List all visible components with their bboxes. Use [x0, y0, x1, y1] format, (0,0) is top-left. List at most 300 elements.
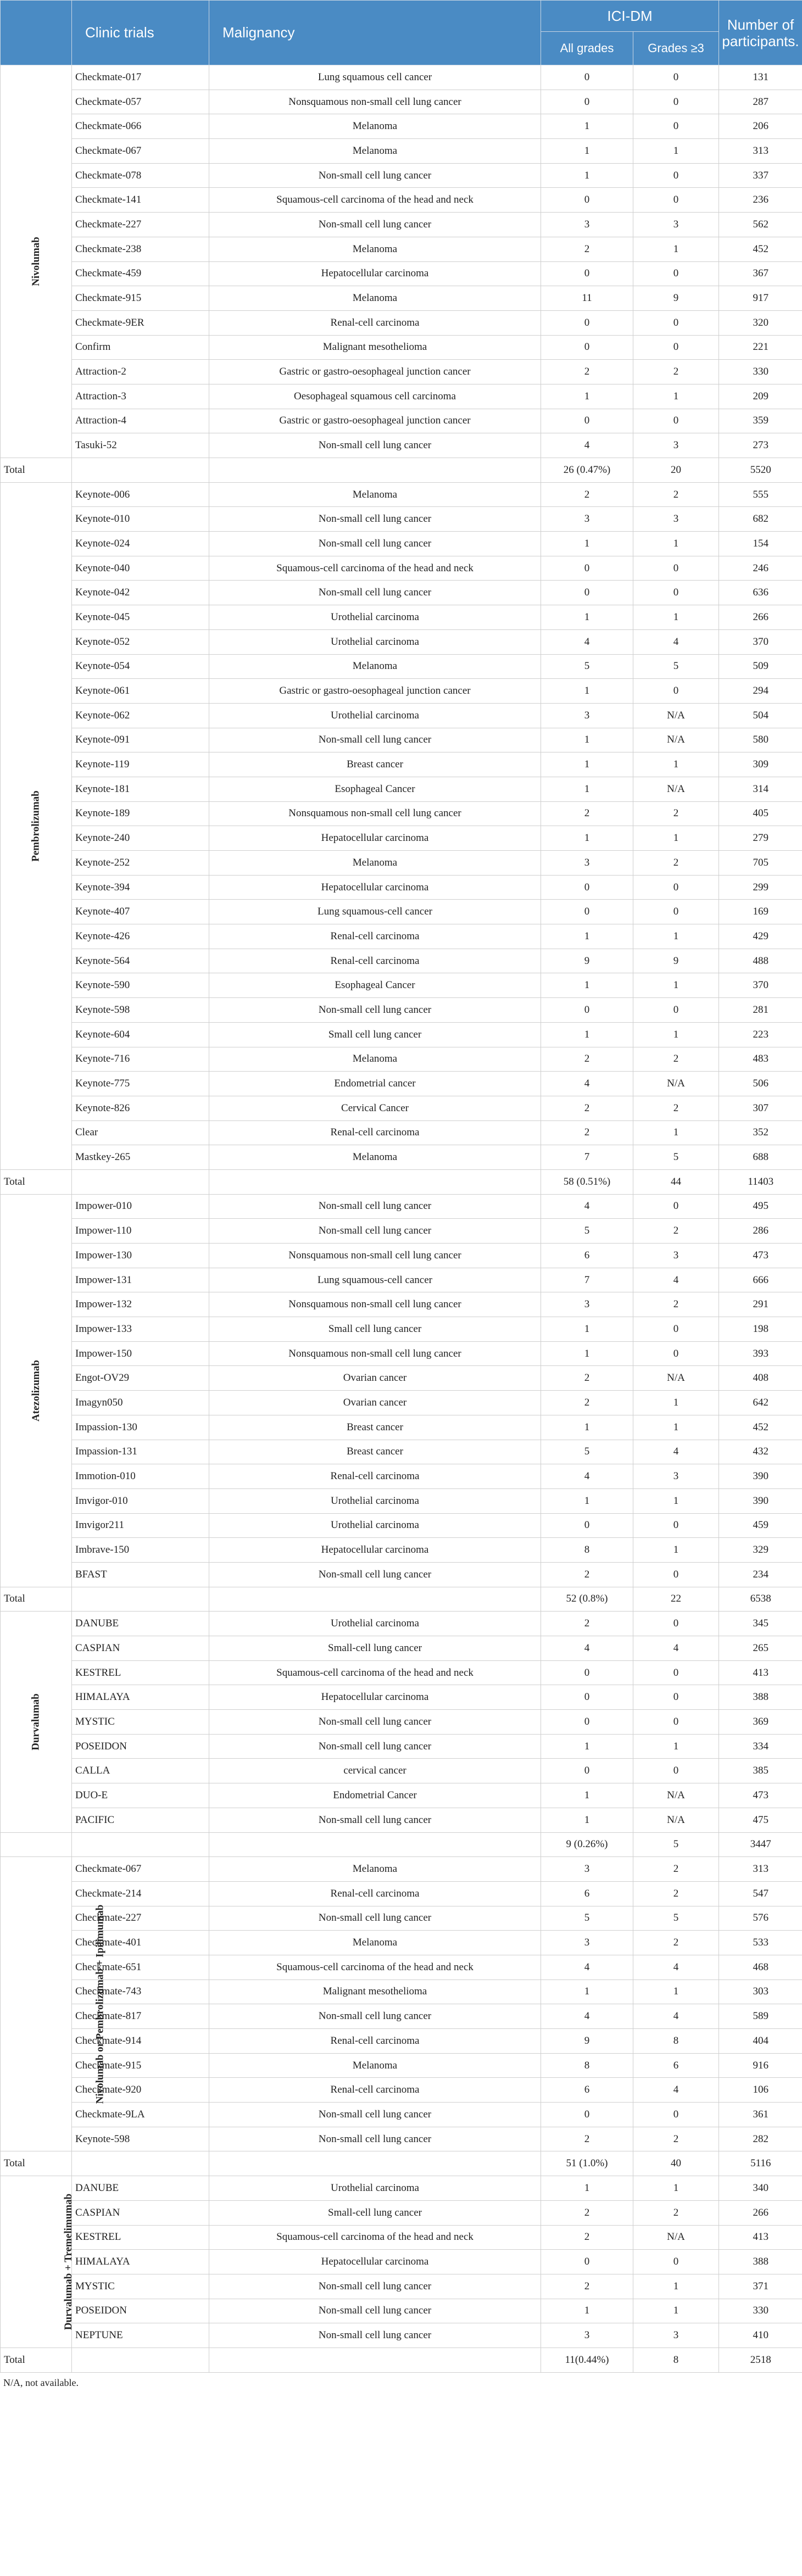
all-grades-cell: 3 — [541, 2323, 633, 2348]
malignancy-cell: Melanoma — [209, 1047, 541, 1072]
participants-cell: 547 — [719, 1881, 802, 1906]
total-grades-ge3: 22 — [633, 1587, 719, 1612]
table-row — [1, 2225, 802, 2250]
trial-name: KESTREL — [72, 2225, 209, 2250]
malignancy-cell: Hepatocellular carcinoma — [209, 875, 541, 900]
grades-ge3-cell: 0 — [633, 1513, 719, 1538]
table-row — [1, 286, 802, 311]
all-grades-cell: 1 — [541, 1980, 633, 2004]
trial-name: BFAST — [72, 1562, 209, 1587]
grades-ge3-cell: 0 — [633, 1612, 719, 1636]
ici-dm-header: ICI-DM — [541, 1, 719, 32]
malignancy-cell: Small-cell lung cancer — [209, 1636, 541, 1661]
trial-name: Checkmate-227 — [72, 213, 209, 237]
all-grades-cell: 0 — [541, 1710, 633, 1735]
all-grades-cell: 2 — [541, 237, 633, 261]
trial-name: Keynote-042 — [72, 581, 209, 605]
grades-ge3-cell: 0 — [633, 1317, 719, 1342]
participants-cell: 286 — [719, 1219, 802, 1244]
participants-cell: 299 — [719, 875, 802, 900]
trial-name: Keynote-826 — [72, 1096, 209, 1120]
all-grades-cell: 1 — [541, 2176, 633, 2201]
drug-column-header — [1, 1, 72, 65]
grades-ge3-cell: 4 — [633, 1268, 719, 1292]
participants-cell: 555 — [719, 482, 802, 507]
all-grades-cell: 1 — [541, 924, 633, 949]
malignancy-cell: Ovarian cancer — [209, 1391, 541, 1415]
all-grades-cell: 1 — [541, 1488, 633, 1513]
trial-name: Keynote-590 — [72, 973, 209, 998]
total-grades-ge3: 20 — [633, 458, 719, 483]
participants-cell: 361 — [719, 2103, 802, 2127]
participants-cell: 234 — [719, 1562, 802, 1587]
participants-cell: 705 — [719, 851, 802, 876]
drug-name: Atezolizumab — [30, 1359, 42, 1421]
table-row — [1, 1660, 802, 1685]
trial-name: PACIFIC — [72, 1808, 209, 1832]
all-grades-cell: 3 — [541, 851, 633, 876]
participants-cell: 206 — [719, 114, 802, 139]
malignancy-cell: Non-small cell lung cancer — [209, 1808, 541, 1832]
grades-ge3-cell: 1 — [633, 1391, 719, 1415]
table-row — [1, 1341, 802, 1366]
footnote: N/A, not available. — [3, 2377, 79, 2388]
participants-cell: 410 — [719, 2323, 802, 2348]
grades-ge3-cell: 1 — [633, 2274, 719, 2299]
all-grades-cell: 4 — [541, 433, 633, 458]
grades-ge3-cell: 3 — [633, 507, 719, 532]
all-grades-cell: 8 — [541, 1538, 633, 1563]
all-grades-cell: 3 — [541, 507, 633, 532]
trial-name: Checkmate-238 — [72, 237, 209, 261]
malignancy-cell: Melanoma — [209, 654, 541, 679]
all-grades-cell: 2 — [541, 1120, 633, 1145]
drug-group-cell — [1, 65, 72, 458]
all-grades-cell: 0 — [541, 1685, 633, 1710]
participants-cell: 390 — [719, 1488, 802, 1513]
trial-name: Keynote-062 — [72, 703, 209, 728]
grades-ge3-cell: 2 — [633, 2200, 719, 2225]
trial-name: Keynote-775 — [72, 1072, 209, 1096]
malignancy-cell: Breast cancer — [209, 752, 541, 777]
all-grades-cell: 4 — [541, 629, 633, 654]
grades-ge3-cell: 2 — [633, 1857, 719, 1882]
malignancy-cell: Melanoma — [209, 482, 541, 507]
malignancy-cell: Hepatocellular carcinoma — [209, 826, 541, 851]
total-empty-trial — [72, 458, 209, 483]
trial-name: DANUBE — [72, 2176, 209, 2201]
table-row — [1, 1488, 802, 1513]
all-grades-cell: 1 — [541, 605, 633, 630]
all-grades-cell: 5 — [541, 1440, 633, 1464]
participants-cell: 154 — [719, 532, 802, 556]
trial-name: Clear — [72, 1120, 209, 1145]
table-row — [1, 507, 802, 532]
table-row — [1, 581, 802, 605]
total-empty-malignancy — [209, 2151, 541, 2176]
trial-name: Impower-130 — [72, 1244, 209, 1268]
table-row — [1, 851, 802, 876]
malignancy-cell: Non-small cell lung cancer — [209, 1734, 541, 1759]
table-row — [1, 2200, 802, 2225]
all-grades-cell: 11 — [541, 286, 633, 311]
table-row — [1, 1783, 802, 1808]
grades-ge3-cell: 0 — [633, 114, 719, 139]
participants-cell: 682 — [719, 507, 802, 532]
grades-ge3-cell: 1 — [633, 1120, 719, 1145]
participants-cell: 576 — [719, 1906, 802, 1931]
table-row — [1, 1612, 802, 1636]
all-grades-cell: 2 — [541, 1366, 633, 1391]
participants-cell: 495 — [719, 1194, 802, 1219]
grades-ge3-cell: N/A — [633, 728, 719, 752]
grades-ge3-cell: 3 — [633, 433, 719, 458]
participants-cell: 337 — [719, 163, 802, 188]
all-grades-cell: 1 — [541, 139, 633, 164]
malignancy-cell: Esophageal Cancer — [209, 777, 541, 801]
trial-name: Impower-132 — [72, 1292, 209, 1317]
malignancy-cell: Malignant mesothelioma — [209, 1980, 541, 2004]
malignancy-cell: Non-small cell lung cancer — [209, 213, 541, 237]
trial-name: DANUBE — [72, 1612, 209, 1636]
participants-cell: 307 — [719, 1096, 802, 1120]
participants-cell: 413 — [719, 2225, 802, 2250]
participants-cell: 393 — [719, 1341, 802, 1366]
grades-ge3-cell: 5 — [633, 654, 719, 679]
total-participants: 11403 — [719, 1169, 802, 1194]
all-grades-cell: 7 — [541, 1268, 633, 1292]
total-row — [1, 1832, 802, 1857]
participants-cell: 345 — [719, 1612, 802, 1636]
total-row — [1, 2151, 802, 2176]
participants-cell: 509 — [719, 654, 802, 679]
grades-ge3-cell: 0 — [633, 188, 719, 213]
table-row — [1, 1881, 802, 1906]
malignancy-cell: Melanoma — [209, 114, 541, 139]
all-grades-header: All grades — [541, 32, 633, 65]
grades-ge3-cell: 1 — [633, 605, 719, 630]
malignancy-cell: Melanoma — [209, 1145, 541, 1170]
grades-ge3-cell: N/A — [633, 1783, 719, 1808]
all-grades-cell: 0 — [541, 1660, 633, 1685]
table-row — [1, 703, 802, 728]
table-row — [1, 1980, 802, 2004]
table-row — [1, 1440, 802, 1464]
grades-ge3-cell: 1 — [633, 973, 719, 998]
trial-name: Keynote-426 — [72, 924, 209, 949]
grades-ge3-cell: 0 — [633, 1685, 719, 1710]
table-row — [1, 1096, 802, 1120]
table-row — [1, 1808, 802, 1832]
grades-ge3-cell: 1 — [633, 924, 719, 949]
all-grades-cell: 0 — [541, 188, 633, 213]
trial-name: KESTREL — [72, 1660, 209, 1685]
trial-name: Checkmate-141 — [72, 188, 209, 213]
grades-ge3-cell: 3 — [633, 213, 719, 237]
participants-cell: 459 — [719, 1513, 802, 1538]
malignancy-cell: Hepatocellular carcinoma — [209, 1685, 541, 1710]
grades-ge3-cell: 9 — [633, 949, 719, 973]
grades-ge3-cell: 0 — [633, 875, 719, 900]
grades-ge3-cell: 0 — [633, 90, 719, 114]
grades-ge3-cell: 0 — [633, 556, 719, 581]
all-grades-cell: 2 — [541, 2225, 633, 2250]
table-row — [1, 335, 802, 360]
drug-group-cell — [1, 1612, 72, 1832]
all-grades-cell: 2 — [541, 2200, 633, 2225]
participants-cell: 329 — [719, 1538, 802, 1563]
all-grades-cell: 1 — [541, 973, 633, 998]
all-grades-cell: 1 — [541, 752, 633, 777]
participants-cell: 330 — [719, 360, 802, 384]
table-row — [1, 949, 802, 973]
participants-header-line2: participants. — [722, 32, 799, 49]
grades-ge3-cell: 0 — [633, 65, 719, 90]
table-row — [1, 139, 802, 164]
malignancy-cell: Melanoma — [209, 851, 541, 876]
table-row — [1, 65, 802, 90]
trial-name: Imagyn050 — [72, 1391, 209, 1415]
trial-name: Keynote-045 — [72, 605, 209, 630]
grades-ge3-cell: 0 — [633, 1660, 719, 1685]
grades-ge3-cell: 4 — [633, 629, 719, 654]
all-grades-cell: 0 — [541, 310, 633, 335]
trial-name: Impower-010 — [72, 1194, 209, 1219]
all-grades-cell: 9 — [541, 949, 633, 973]
trial-name: Checkmate-067 — [72, 139, 209, 164]
table-row — [1, 556, 802, 581]
table-row — [1, 237, 802, 261]
table-row — [1, 605, 802, 630]
malignancy-cell: Hepatocellular carcinoma — [209, 261, 541, 286]
participants-header-line1: Number of — [727, 16, 794, 33]
trial-name: Impower-133 — [72, 1317, 209, 1342]
drug-group-cell — [1, 1194, 72, 1587]
participants-cell: 169 — [719, 900, 802, 924]
trial-name: CASPIAN — [72, 1636, 209, 1661]
all-grades-cell: 5 — [541, 1219, 633, 1244]
table-row — [1, 1194, 802, 1219]
table-row — [1, 2078, 802, 2103]
table-row — [1, 924, 802, 949]
table-row — [1, 2274, 802, 2299]
malignancy-cell: Nonsquamous non-small cell lung cancer — [209, 801, 541, 826]
table-row — [1, 2127, 802, 2151]
grades-ge3-cell: 1 — [633, 237, 719, 261]
trial-name: Keynote-394 — [72, 875, 209, 900]
participants-cell: 291 — [719, 1292, 802, 1317]
all-grades-cell: 3 — [541, 703, 633, 728]
participants-cell: 371 — [719, 2274, 802, 2299]
grades-ge3-cell: 1 — [633, 1488, 719, 1513]
grades-ge3-cell: N/A — [633, 1366, 719, 1391]
trial-name: POSEIDON — [72, 2299, 209, 2323]
malignancy-cell: Cervical Cancer — [209, 1096, 541, 1120]
all-grades-cell: 4 — [541, 1194, 633, 1219]
trial-name: Checkmate-915 — [72, 2053, 209, 2078]
table-row — [1, 2250, 802, 2274]
malignancy-cell: Renal-cell carcinoma — [209, 1881, 541, 1906]
participants-cell: 352 — [719, 1120, 802, 1145]
participants-cell: 405 — [719, 801, 802, 826]
trial-name: Checkmate-401 — [72, 1931, 209, 1955]
trial-name: CASPIAN — [72, 2200, 209, 2225]
trial-name: HIMALAYA — [72, 2250, 209, 2274]
all-grades-cell: 6 — [541, 1881, 633, 1906]
table-row — [1, 1955, 802, 1980]
total-row — [1, 2348, 802, 2372]
grades-ge3-cell: 8 — [633, 2029, 719, 2054]
table-row — [1, 360, 802, 384]
all-grades-cell: 0 — [541, 261, 633, 286]
total-row — [1, 458, 802, 483]
grades-ge3-cell: 2 — [633, 1219, 719, 1244]
trial-name: POSEIDON — [72, 1734, 209, 1759]
malignancy-cell: Small cell lung cancer — [209, 1022, 541, 1047]
grades-ge3-cell: 1 — [633, 139, 719, 164]
trial-name: Keynote-181 — [72, 777, 209, 801]
all-grades-cell: 2 — [541, 2274, 633, 2299]
grades-ge3-cell: 1 — [633, 2176, 719, 2201]
grades-ge3-cell: 3 — [633, 2323, 719, 2348]
grades-ge3-cell: 9 — [633, 286, 719, 311]
malignancy-cell: Small cell lung cancer — [209, 1317, 541, 1342]
grades-ge3-cell: 0 — [633, 1194, 719, 1219]
malignancy-cell: Ovarian cancer — [209, 1366, 541, 1391]
all-grades-cell: 2 — [541, 1047, 633, 1072]
table-row — [1, 2299, 802, 2323]
malignancy-cell: Non-small cell lung cancer — [209, 1562, 541, 1587]
all-grades-cell: 1 — [541, 1783, 633, 1808]
total-empty-trial — [72, 2348, 209, 2372]
malignancy-cell: Nonsquamous non-small cell lung cancer — [209, 1341, 541, 1366]
all-grades-cell: 3 — [541, 213, 633, 237]
drug-name: Durvalumab — [30, 1693, 42, 1750]
trial-name: Impassion-131 — [72, 1440, 209, 1464]
all-grades-cell: 7 — [541, 1145, 633, 1170]
table-row — [1, 2053, 802, 2078]
trial-name: Imvigor211 — [72, 1513, 209, 1538]
trial-name: Mastkey-265 — [72, 1145, 209, 1170]
all-grades-cell: 2 — [541, 1612, 633, 1636]
trial-name: Immotion-010 — [72, 1464, 209, 1489]
all-grades-cell: 0 — [541, 556, 633, 581]
trial-name: HIMALAYA — [72, 1685, 209, 1710]
grades-ge3-cell: 0 — [633, 1562, 719, 1587]
grades-ge3-cell: 3 — [633, 1244, 719, 1268]
malignancy-cell: Small-cell lung cancer — [209, 2200, 541, 2225]
malignancy-cell: Squamous-cell carcinoma of the head and neck — [209, 188, 541, 213]
all-grades-cell: 1 — [541, 777, 633, 801]
participants-cell: 279 — [719, 826, 802, 851]
participants-cell: 916 — [719, 2053, 802, 2078]
grades-ge3-cell: 6 — [633, 2053, 719, 2078]
trial-name: Impower-110 — [72, 1219, 209, 1244]
table-row — [1, 777, 802, 801]
table-row — [1, 973, 802, 998]
table-row — [1, 1366, 802, 1391]
all-grades-cell: 4 — [541, 2004, 633, 2029]
all-grades-cell: 4 — [541, 1955, 633, 1980]
drug-group-cell — [1, 2176, 75, 2348]
total-label: Total — [1, 1587, 72, 1612]
table-row — [1, 1415, 802, 1440]
grades-ge3-cell: 2 — [633, 482, 719, 507]
participants-cell: 388 — [719, 1685, 802, 1710]
grades-ge3-cell: 4 — [633, 2078, 719, 2103]
table-row — [1, 1759, 802, 1783]
table-row — [1, 801, 802, 826]
trial-name: Checkmate-920 — [72, 2078, 209, 2103]
participants-cell: 106 — [719, 2078, 802, 2103]
malignancy-cell: Non-small cell lung cancer — [209, 1906, 541, 1931]
total-all-grades: 9 (0.26%) — [541, 1832, 633, 1857]
clinic-trials-header: Clinic trials — [72, 1, 209, 65]
trial-name: Checkmate-459 — [72, 261, 209, 286]
all-grades-cell: 1 — [541, 1808, 633, 1832]
malignancy-cell: Nonsquamous non-small cell lung cancer — [209, 90, 541, 114]
participants-cell: 294 — [719, 679, 802, 704]
total-label: Total — [1, 2348, 72, 2372]
trial-name: Keynote-052 — [72, 629, 209, 654]
table-row — [1, 900, 802, 924]
malignancy-cell: Non-small cell lung cancer — [209, 507, 541, 532]
all-grades-cell: 1 — [541, 114, 633, 139]
malignancy-cell: Urothelial carcinoma — [209, 1513, 541, 1538]
grades-ge3-cell: 2 — [633, 1881, 719, 1906]
malignancy-cell: Urothelial carcinoma — [209, 2176, 541, 2201]
table-row — [1, 875, 802, 900]
total-empty-malignancy — [209, 1169, 541, 1194]
all-grades-cell: 0 — [541, 998, 633, 1023]
trial-name: Attraction-2 — [72, 360, 209, 384]
grades-ge3-cell: N/A — [633, 777, 719, 801]
malignancy-cell: Non-small cell lung cancer — [209, 532, 541, 556]
grades-ge3-cell: 2 — [633, 851, 719, 876]
all-grades-cell: 4 — [541, 1464, 633, 1489]
grades-ge3-cell: 2 — [633, 1292, 719, 1317]
trial-name: Checkmate-9LA — [72, 2103, 209, 2127]
malignancy-cell: Oesophageal squamous cell carcinoma — [209, 384, 541, 409]
malignancy-cell: Melanoma — [209, 286, 541, 311]
participants-cell: 506 — [719, 1072, 802, 1096]
grades-ge3-cell: 4 — [633, 1955, 719, 1980]
all-grades-cell: 1 — [541, 532, 633, 556]
participants-cell: 367 — [719, 261, 802, 286]
total-all-grades: 51 (1.0%) — [541, 2151, 633, 2176]
all-grades-cell: 0 — [541, 409, 633, 433]
trial-name: CALLA — [72, 1759, 209, 1783]
malignancy-cell: Renal-cell carcinoma — [209, 924, 541, 949]
malignancy-cell: Non-small cell lung cancer — [209, 1194, 541, 1219]
malignancy-cell: Urothelial carcinoma — [209, 629, 541, 654]
grades-ge3-cell: 4 — [633, 2004, 719, 2029]
participants-cell: 369 — [719, 1710, 802, 1735]
all-grades-cell: 6 — [541, 2078, 633, 2103]
table-body — [1, 65, 802, 2373]
trial-name: Checkmate-227 — [72, 1906, 209, 1931]
table-header — [1, 1, 802, 65]
table-row — [1, 1857, 802, 1882]
table-row — [1, 826, 802, 851]
table-row — [1, 188, 802, 213]
grades-ge3-cell: 1 — [633, 2299, 719, 2323]
table-row — [1, 2029, 802, 2054]
participants-cell: 359 — [719, 409, 802, 433]
trial-name: Keynote-024 — [72, 532, 209, 556]
participants-cell: 385 — [719, 1759, 802, 1783]
total-all-grades: 52 (0.8%) — [541, 1587, 633, 1612]
